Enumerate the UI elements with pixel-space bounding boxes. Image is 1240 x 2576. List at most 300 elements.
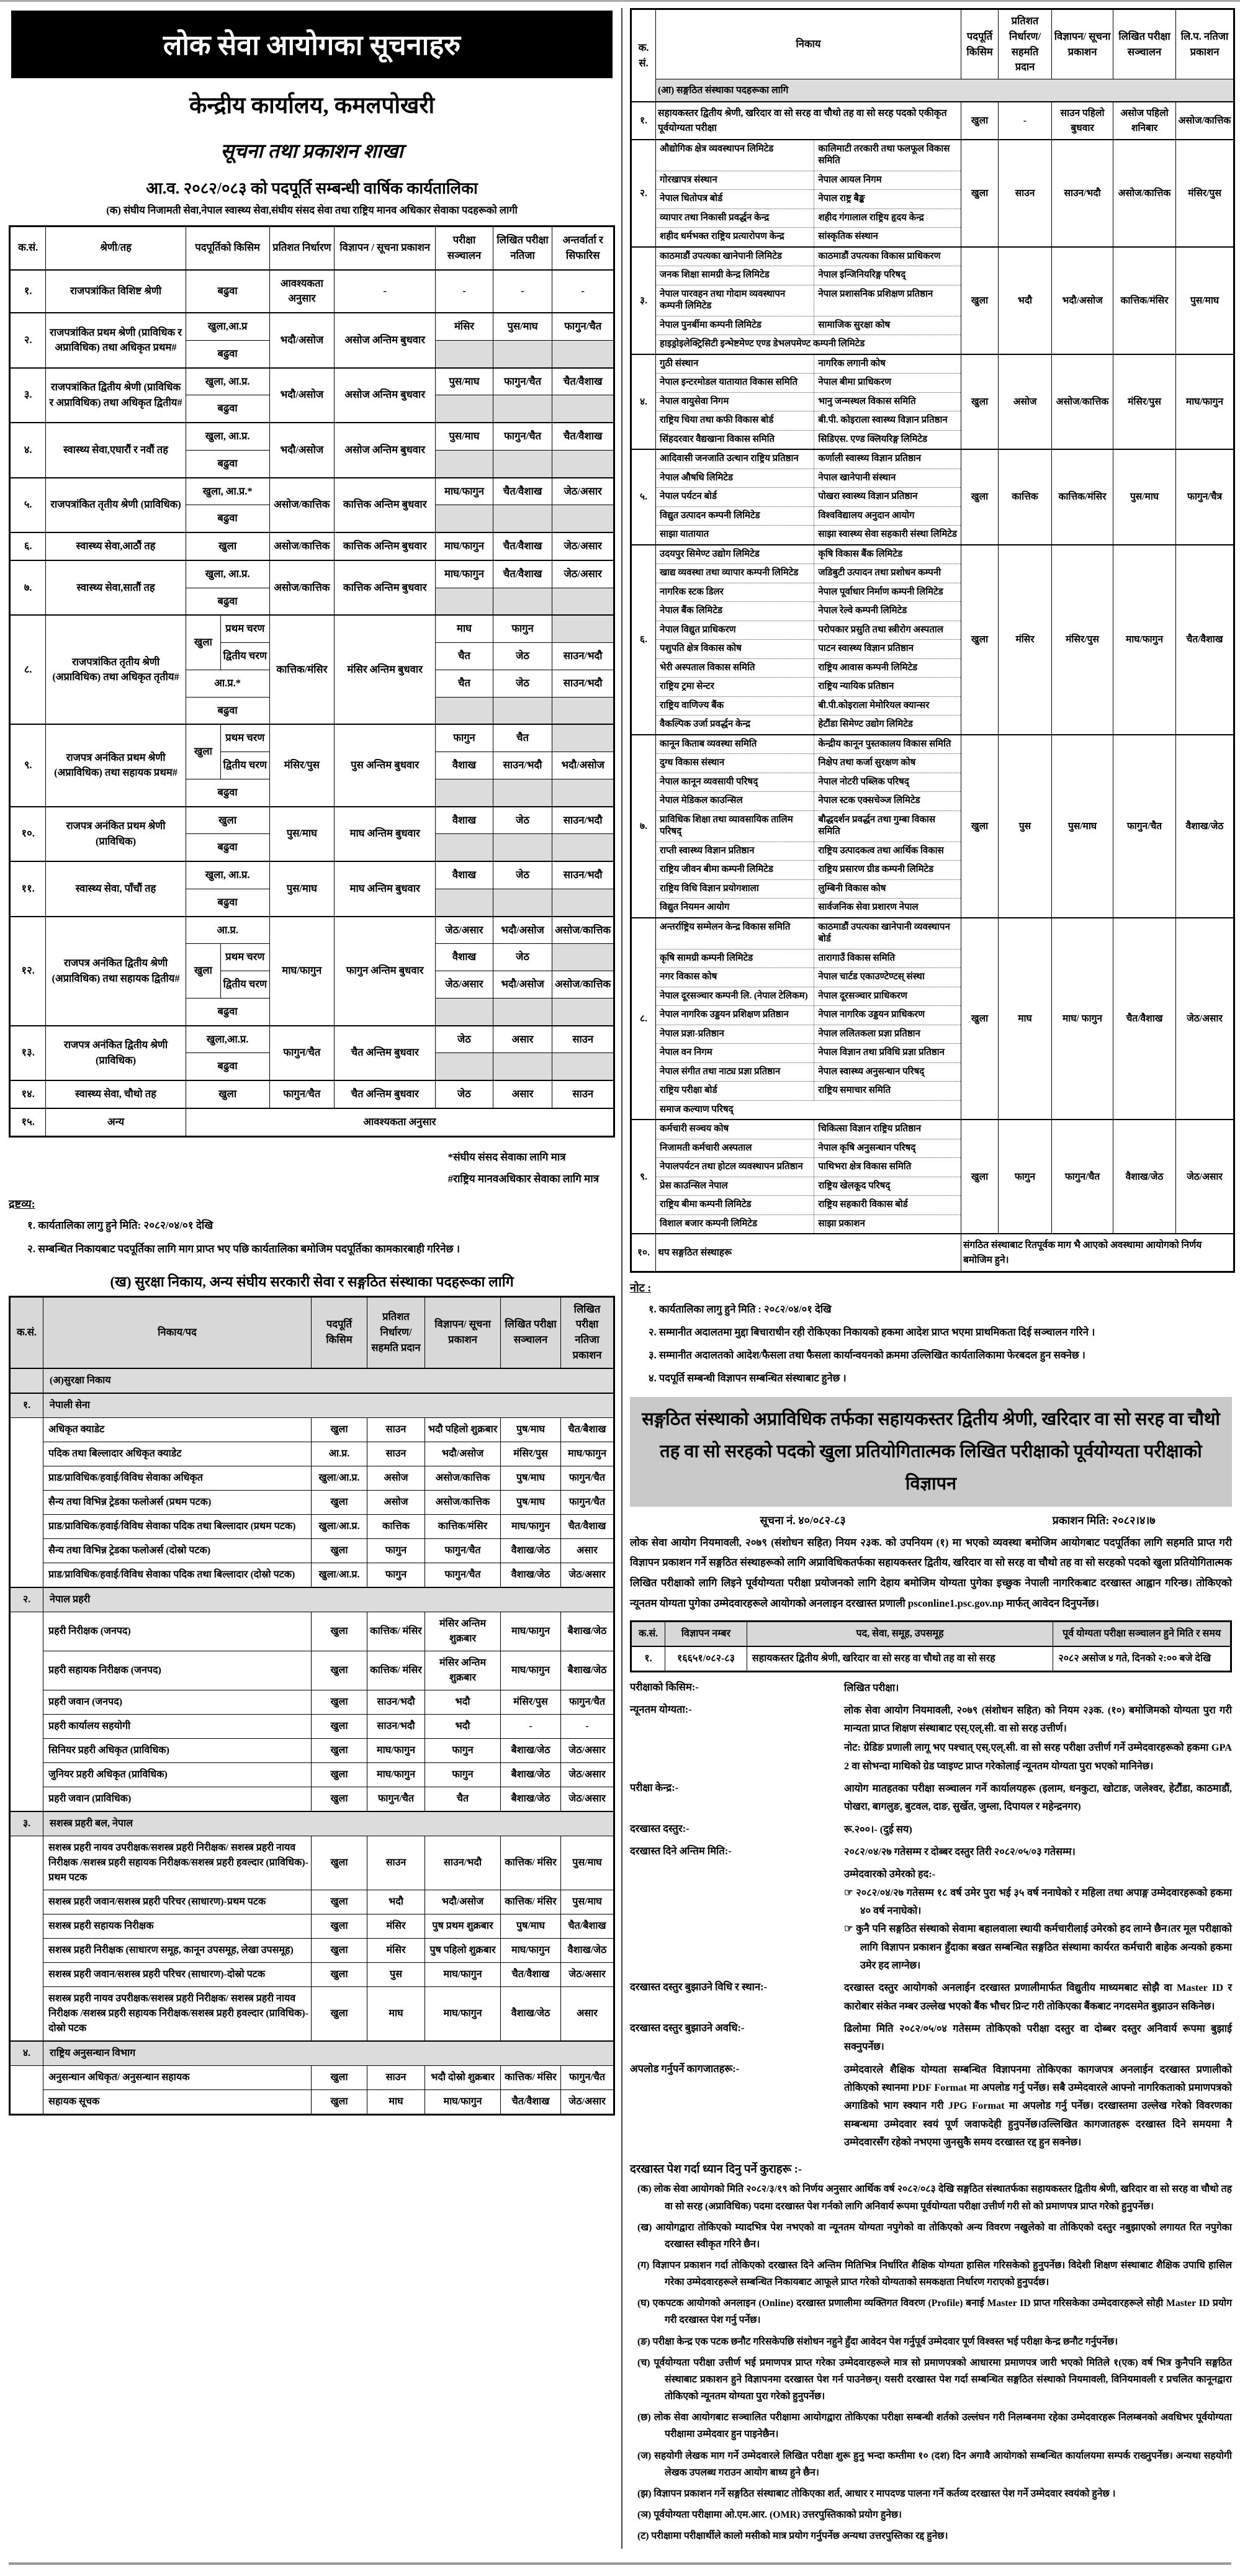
cell <box>656 545 961 735</box>
cell: फागुन/चैत <box>561 1466 614 1490</box>
cell: असोज/कात्तिक <box>269 532 335 560</box>
cell: चैत <box>436 643 493 670</box>
org-name: विद्युत नियमन आयोग <box>656 899 814 917</box>
org-pair-row <box>656 1063 961 1082</box>
cell: भदौ दोस्रो शुक्रबार <box>425 2065 501 2089</box>
cell: पुस/माघ <box>436 423 493 450</box>
cell: अन्य <box>46 1108 186 1136</box>
org-pair-row <box>656 899 961 917</box>
cell: पुस <box>999 735 1052 918</box>
org-name: पोखरा स्वास्थ्य विज्ञान प्रतिष्ठान <box>818 491 918 502</box>
cell: खुला <box>312 1490 367 1514</box>
cell: खुला <box>186 807 269 834</box>
org-pair-row <box>656 1120 961 1139</box>
cell <box>552 340 614 367</box>
org-name: नेपाल पुनर्बीमा कम्पनी लिमिटेड <box>656 316 814 335</box>
cell: नेपाल प्रहरी <box>43 1587 614 1612</box>
detail-label: दरखास्त दिने अन्तिम मिति:- <box>630 1845 732 1857</box>
cell: १२. <box>10 917 46 1026</box>
cell: खुला <box>312 2065 367 2089</box>
header-cell: क.सं. <box>631 1621 665 1646</box>
cell: कात्तिक/ मंसिर <box>501 1836 561 1890</box>
cell: जेठ/असार <box>552 478 614 505</box>
cell: फागुन अन्तिम बुधवार <box>335 917 436 1026</box>
cell: मंसिर <box>436 313 493 340</box>
list-item: (ङ) परीक्षा केन्द्र एक पटक छनौट गरिसकेपछि संशोधन नहुने हुँदा आवेदन पेश गर्नुपूर्व उम्मेदवार पूर्ण विश्वस्त भई परीक्षा केन्द्र छनौट गर्नुपर्नेछ। <box>637 2336 1118 2347</box>
cell <box>10 1612 43 1811</box>
cell: फागुन <box>493 615 552 642</box>
cell: माघ <box>999 918 1052 1120</box>
cell: माघ/फागुन <box>501 1612 561 1651</box>
cell: कात्तिक/मंसिर <box>269 615 335 724</box>
cell: १. <box>10 270 46 313</box>
cell: असोज/कात्तिक <box>425 1466 501 1490</box>
cell: - <box>999 102 1052 140</box>
detail-row <box>630 1779 1232 1816</box>
org-pair-row <box>656 316 961 336</box>
cell: चैत/वैशाख <box>1113 918 1176 1120</box>
cell: द्वितीय चरण <box>221 643 269 670</box>
cell <box>436 1053 493 1080</box>
org-name: नेपाल ललितकला प्रज्ञा प्रतिष्ठान <box>818 1028 920 1039</box>
cell: माघ अन्तिम बुधवार <box>335 861 436 917</box>
notice-number: सूचना नं. ४०/०८२-८३ <box>760 1514 846 1527</box>
intro-text: लोक सेवा आयोग नियमावली, २०७९ (संशोधन सहित) नियम २३क. को उपनियम (१) मा भएको व्यवस्था बमोजिम आयोगबाट पदपूर्तिका लागि सहमति प्राप्त गरी विज्ञापन प्रकाशन गर्ने सङ्गठित संस्थाहरूको लागि अप्राविधिकतर्फका सहायकस्तर द्वितीय, खरिदार वा सो सरह वा चौथो तह वा सो सरहको पदको खुला प्रतियोगितात्मक लिखित परीक्षाको लागि लिइने पूर्वयोग्यता परीक्षा प्रयोजनको लागि देहाय बमोजिम योग्यता पुगेका इच्छुक नेपाली नागरिकबाट दरखास्त आह्वान गरिन्छ। तोकिएको न्यूनतम योग्यता पुगेका उम्मेदवारहरूले आयोगको अनलाइन दरखास्त प्रणाली <box>630 1536 1232 1609</box>
org-pair-row <box>656 918 961 949</box>
cell: ३. <box>10 368 46 423</box>
org-name: पाटन स्वास्थ्य विज्ञान प्रतिष्ठान <box>818 644 914 654</box>
cell <box>436 697 493 724</box>
org-pair-row <box>656 659 961 678</box>
cell: कात्तिक/ मंसिर <box>501 1890 561 1914</box>
cell: खुला <box>961 918 999 1120</box>
cell: असोज <box>367 1490 425 1514</box>
cell: फागुन/चैत <box>1113 735 1176 918</box>
cell: बढुवा <box>186 697 269 724</box>
cell: साउन <box>367 2065 425 2089</box>
org-name: भेरी अस्पताल विकास समिति <box>656 659 814 678</box>
cell: जेठ <box>493 643 552 670</box>
org-name: नेपाल धितोपत्र बोर्ड <box>656 190 814 209</box>
cell: पुस/माघ <box>269 807 335 862</box>
org-pair-row <box>656 564 961 583</box>
cell: प्रथम चरण <box>221 615 269 642</box>
cell <box>10 1417 43 1587</box>
org-name: जडिबुटी उत्पादन तथा प्रशोधन कम्पनी <box>818 568 941 578</box>
header-cell: निकाय <box>656 9 961 79</box>
org-pair-row <box>656 1196 961 1215</box>
cell: राजपत्रांकित तृतीय श्रेणी (अप्राविधिक) तथा अधिकृत तृतीय# <box>46 615 186 724</box>
detail-row <box>630 1865 1232 1974</box>
header-cell: पद, सेवा, समूह, उपसमूह <box>747 1621 1053 1646</box>
cell: चैत <box>436 670 493 697</box>
section-a-title: (क) संघीय निजामती सेवा,नेपाल स्वास्थ्य सेवा,संघीय संसद सेवा तथा राष्ट्रिय मानव अधिकार सेवाका पदहरूको लागी <box>106 204 518 216</box>
section-b-title: (ख) सुरक्षा निकाय, अन्य संघीय सरकारी सेवा र सङ्गठित संस्थाका पदहरूका लागि <box>110 1273 514 1290</box>
list-item: (ख) आयोगद्वारा तोकिएको म्यादभित्र पेश नभएको वा न्यूनतम योग्यता नपुगेको वा तोकिएको अन्य विवरण नखुलेको वा तोकिएको दस्तुर नबुझाएको लगायत रित नपुगेका दरखास्त स्वीकृत गरिने छैन। <box>637 2222 1232 2250</box>
cell: ८. <box>10 615 46 724</box>
cell: जेठ/असार <box>552 532 614 560</box>
cell: मंसिर/पुस <box>269 724 335 806</box>
cell: खुला <box>312 1417 367 1442</box>
cell: चैत/वैशाख <box>552 423 614 450</box>
cell: बढुवा <box>186 889 269 916</box>
org-pair-row <box>656 602 961 621</box>
footnote-human-rights: #राष्ट्रिय मानवअधिकार सेवाका लागि मात्र <box>447 1173 599 1185</box>
list-item: (छ) लोक सेवा आयोगबाट सञ्चालित परीक्षामा आयोगद्वारा तोकिएका परीक्षा सम्बन्धी शर्तको उल्लंघन गरी निलम्बनमा रहेका उम्मेदवारहरू निलम्बनको अवधिभर पूर्वयोग्यता परीक्षामा उम्मेदवार हुन पाइनेछैन। <box>637 2412 1232 2440</box>
cell: असोज/कात्तिक <box>1052 354 1113 450</box>
cell: ११. <box>10 861 46 917</box>
detail-row <box>630 1978 1232 2015</box>
cell: २. <box>631 140 656 247</box>
detail-label: दरखास्त दस्तुर बुझाउने अवधि:- <box>630 2022 745 2034</box>
org-pair-row <box>656 335 961 354</box>
cell: फागुन <box>425 1762 501 1787</box>
org-name: कानून किताब व्यवस्था समिति <box>656 735 814 754</box>
cell: पुस/माघ <box>561 1836 614 1890</box>
cell: पुस अन्तिम बुधवार <box>335 724 436 806</box>
remarks-block <box>9 1196 615 1259</box>
cell <box>552 889 614 916</box>
cell <box>656 354 961 450</box>
detail-value <box>844 1779 1232 1816</box>
org-name: व्यापार तथा निकासी प्रवर्द्धन केन्द्र <box>656 209 814 228</box>
cell <box>656 735 961 918</box>
org-pair-row <box>656 678 961 697</box>
cell: प्रथम चरण <box>221 724 269 752</box>
list-item: (च) पूर्वयोग्यता परीक्षा उत्तीर्ण भई प्रमाणपत्र प्राप्त गरेका उम्मेदवारहरूले मात्र सो प्रमाणपत्रको आधारमा प्रमाणपत्र जारी भएको मितिले १(एक) वर्ष भित्र कुनैपनि सङ्गठित संस्थाबाट प्रकाशन हुने विज्ञापनमा दरखास्त पेश गर्न पाउनेछन्। यसरी दरखास्त पेश गर्दा सम्बन्धित सङ्गठित संस्थाको नियमावली, विनियमावली र प्रचलित कानूनद्वारा तोकिएको न्यूनतम योग्यता पुरा गरेको हुनुपर्नेछ। <box>637 2357 1232 2402</box>
advertisement-banner: सङ्गठित संस्थाको अप्राविधिक तर्फका सहायकस्तर द्वितीय श्रेणी, खरिदार वा सो सरह वा चौथो तह वा सो सरहको पदको खुला प्रतियोगितात्मक लिखित परीक्षाको पूर्वयोग्यता परीक्षाको विज्ञापन <box>630 1397 1232 1507</box>
cell: भदौ <box>425 1690 501 1714</box>
advertisement-table <box>630 1620 1232 1672</box>
cell: प्रहरी जवान (जनपद) <box>43 1690 312 1714</box>
cell: असोज/कात्तिक <box>269 560 335 616</box>
org-pair-row <box>656 140 961 171</box>
detail-row <box>630 1820 1232 1838</box>
cell: जेठ <box>493 944 552 971</box>
cell: कात्तिक <box>999 449 1052 545</box>
cell: कात्तिक/ मंसिर <box>501 2065 561 2089</box>
list-item: (क) लोक सेवा आयोगको मिति २०८२/३/१९ को निर्णय अनुसार आर्थिक वर्ष २०८२/०८३ देखि सङ्गठित संस्थातर्फका सहायकस्तर द्वितीय श्रेणी, खरिदार वा सो सरह वा चौथो तह वा सो सरह (अप्राविधिक) पदमा दरखास्त पेश गर्नको लागि अनिवार्य रूपमा पूर्वयोग्यता परीक्षा उत्तीर्ण गरी सो को प्रमाणपत्र प्राप्त गरेको हुनुपर्नेछ। <box>637 2184 1232 2212</box>
cell: वैशाख/जेठ <box>501 1538 561 1563</box>
cell: प्रहरी सहायक निरीक्षक (जनपद) <box>43 1651 312 1690</box>
org-pair-row <box>656 545 961 565</box>
cell: फागुन/चैत्र <box>1176 449 1234 545</box>
cell: जेठ <box>493 670 552 697</box>
exam-details <box>630 1679 1232 2152</box>
org-name: राष्ट्रिय उत्पादकत्व तथा आर्थिक विकास <box>818 845 944 856</box>
org-pair-row <box>656 1044 961 1063</box>
cell: फागुन/चैत <box>552 313 614 340</box>
cell: कात्तिक/ मंसिर <box>367 1651 425 1690</box>
cell: - <box>493 270 552 313</box>
schedule-table-civil-service <box>9 225 615 1138</box>
org-name: बौद्धदर्शन प्रवर्द्धन तथा गुम्बा विकास समिति <box>818 814 935 837</box>
cell: वैशाख <box>436 861 493 889</box>
col-result: लिखित परीक्षा नतिजा <box>493 227 552 270</box>
cell: भदौ <box>999 247 1052 354</box>
cell: पुष/माघ <box>501 1490 561 1514</box>
cell <box>552 588 614 615</box>
cell: सैन्य तथा विभिन्न ट्रेडका फलोअर्स (दोस्रो पटक) <box>43 1538 312 1563</box>
org-pair-row <box>656 190 961 209</box>
org-name: नेपाल नागरिक उड्डयन प्राधिकरण <box>818 1010 925 1020</box>
org-name: कर्णाली स्वास्थ्य विज्ञान प्रतिष्ठान <box>818 454 922 464</box>
org-name: राष्ट्रिय ट्रमा सेन्टर <box>656 678 814 696</box>
cell: कात्तिक/मंसिर <box>425 1514 501 1538</box>
cell: सहायकस्तर द्वितीय श्रेणी, खरिदार वा सो सरह वा चौथो तह वा सो सरह <box>747 1646 1053 1672</box>
org-name: प्रेस काउन्सिल नेपाल <box>656 1177 814 1196</box>
cell: फागुन/चैत <box>561 2065 614 2089</box>
cell: जेठ/असार <box>436 917 493 944</box>
org-name: राष्ट्रिय परीक्षा बोर्ड <box>656 1082 814 1100</box>
org-name: नेपाल रेल्वे कम्पनी लिमिटेड <box>818 606 907 616</box>
cell <box>436 779 493 806</box>
cell: ९. <box>10 724 46 806</box>
branch-name: सूचना तथा प्रकाशन शाखा <box>220 140 403 162</box>
org-name: गोरखापत्र संस्थान <box>656 171 814 190</box>
cell: पुस/माघ <box>269 861 335 917</box>
cell: पुस/माघ <box>561 1890 614 1914</box>
cell: पुस/माघ <box>1052 735 1113 918</box>
cell <box>493 697 552 724</box>
cell <box>10 1836 43 2041</box>
detail-value <box>844 2019 1232 2056</box>
org-name: गुठी संस्थान <box>656 355 814 374</box>
cell <box>552 998 614 1025</box>
detail-value <box>844 1842 1232 1860</box>
cell: ९. <box>631 1120 656 1234</box>
cell: आवश्यकता अनुसार <box>186 1108 614 1136</box>
cell: सशस्त्र प्रहरी जवान/सशस्त्र प्रहरी परिचर (साधारण)-प्रथम पटक <box>43 1890 312 1914</box>
cell <box>552 834 614 861</box>
cell: (अ)सुरक्षा निकाय <box>43 1368 614 1393</box>
org-name: तारागाउँ विकास समिति <box>818 953 896 963</box>
cell: बढुवा <box>186 834 269 861</box>
org-name: राष्ट्रिय खेलकूद परिषद् <box>818 1180 891 1191</box>
cell: वैशाख/जेठ <box>501 1986 561 2041</box>
note-block <box>630 1280 1232 1387</box>
cell: फागुन <box>367 1538 425 1563</box>
cell: बढुवा <box>186 270 269 313</box>
detail-value <box>844 1679 1232 1697</box>
cell: फागुन/चैत <box>561 1490 614 1514</box>
cell: खुला <box>312 1738 367 1762</box>
org-pair-row <box>656 735 961 755</box>
org-name: समाज कल्याण परिषद् <box>660 1104 734 1115</box>
org-pair-row <box>656 880 961 899</box>
cell: खुला <box>961 545 999 735</box>
cell: १६६५१/०८२-८३ <box>665 1646 747 1672</box>
cell: असोज/कात्तिक <box>552 917 614 944</box>
detail-row <box>630 1679 1232 1697</box>
cell: चैत/वैशाख <box>493 560 552 588</box>
cell: ४. <box>10 2041 43 2066</box>
list-item: २. सम्मानीत अदालतमा मुद्दा बिचाराधीन रही रोकिएका निकायको हकमा आदेश प्राप्त भएमा प्राथमिकता दिई सञ्चालन गरिने । <box>649 1326 1095 1338</box>
org-name: नेपाल संगीत तथा नाट्य प्रज्ञा प्रतिष्ठान <box>656 1063 814 1082</box>
bottom-rule <box>9 2562 1231 2565</box>
cell: ७. <box>631 735 656 918</box>
org-pair-list <box>656 545 961 734</box>
org-name: प्राविधिक शिक्षा तथा व्यावसायिक तालिम परिषद् <box>656 811 814 841</box>
cell: ३. <box>631 247 656 354</box>
cell: ६. <box>10 532 46 560</box>
cell: सशस्त्र प्रहरी निरीक्षक (साधारण समूह, कानून उपसमूह, लेखा उपसमूह) <box>43 1938 312 1962</box>
cell: असोज अन्तिम बुधवार <box>335 368 436 423</box>
org-name: काठमाडौं उपत्यका खानेपानी लिमिटेड <box>656 248 814 266</box>
list-item: (ज) सहयोगी लेखक माग गर्ने उम्मेदवारले लिखित परीक्षा शुरू हुनु भन्दा कम्तीमा १० (दश) दिन अगावै आयोगको सम्बन्धित कार्यालयमा सम्पर्क राख्नुपर्नेछ। अन्यथा सहयोगी लेखक उपलब्ध गराउन आयोग बाध्य हुने छैन। <box>637 2450 1232 2478</box>
list-item: ४. पदपूर्ति सम्बन्धी विज्ञापन सम्बन्धित संस्थाबाट हुनेछ । <box>649 1371 847 1384</box>
cell: साउन/भदौ <box>367 1714 425 1738</box>
org-pair-list <box>656 450 961 544</box>
col-kind: पदपूर्तिको किसिम <box>186 227 269 270</box>
cell: खुला, आ.प्र. <box>186 861 269 889</box>
cell: - <box>501 1714 561 1738</box>
org-name: नेपाल औषधि लिमिटेड <box>656 469 814 488</box>
org-pair-row <box>656 811 961 842</box>
cell: खुला/आ.प्र. <box>312 1563 367 1587</box>
detail-value <box>844 2060 1232 2152</box>
cell: प्रहरी निरीक्षक (जनपद) <box>43 1612 312 1651</box>
cell: पुष प्रथम शुक्रबार <box>425 1914 501 1938</box>
detail-part: आयोग मातहतका परीक्षा सञ्चालन गर्ने कार्यालयहरू (इलाम, धनकुटा, खोटाङ, जलेश्वर, हेटौंडा, काठमाडौं, पोखरा, बागलुङ, बुटवल, दाङ, सुर्खेत, जुम्ला, दिपायल र महेन्द्रनगर) <box>844 1782 1232 1813</box>
org-name: राप्ती स्वास्थ्य विज्ञान प्रतिष्ठान <box>656 842 814 861</box>
cell: खुला <box>312 1762 367 1787</box>
cell: सिनियर प्रहरी अधिकृत (प्राविधिक) <box>43 1738 312 1762</box>
org-pair-row <box>656 248 961 267</box>
header-cell: निकाय/पद <box>43 1296 312 1368</box>
detail-part: लोक सेवा आयोग नियमावली, २०७९ (संशोधन सहित) को नियम २३क. (१०) बमोजिमको योग्यता पुरा गरी मान्यता प्राप्त शिक्षण संस्थाबाट एस्.एल्.सी. वा सो सरह उत्तीर्ण। <box>844 1703 1232 1735</box>
header-cell: प्रतिशत निर्धारण/ सहमति प्रदान <box>999 9 1052 79</box>
org-pair-row <box>656 469 961 488</box>
cell: असोज पहिलो शनिबार <box>1113 102 1176 140</box>
cell: आ.प्र. <box>186 917 269 944</box>
cell: ५. <box>10 478 46 533</box>
cell <box>493 450 552 477</box>
header-cell: क.सं. <box>10 1296 43 1368</box>
cell: खुला <box>186 1080 269 1108</box>
list-item: १. कार्यतालिका लागु हुने मिति : २०८२/०४/०१ देखि <box>649 1303 832 1315</box>
cell: खुला, आ.प्र. <box>186 560 269 588</box>
detail-part: ☞ कुनै पनि सङ्गठित संस्थाको सेवामा बहालवाला स्थायी कर्मचारीलाई उमेरको हद लाग्ने छैन।तर मूल परीक्षाको लागि विज्ञापन प्रकाशन हुँदाका बखत सम्बन्धित सङ्गठित संस्थामा कार्यरत कर्मचारी बाहेक अन्यको हकमा उमेर हद लाग्नेछ। <box>844 1923 1232 1972</box>
org-name: नेपाल पारवहन तथा गोदाम व्यवस्थापन कम्पनी लिमिटेड <box>656 285 814 316</box>
header-cell: विज्ञापन/ सूचना प्रकाशन <box>1052 9 1113 79</box>
org-name: राष्ट्रिय समाचार समिति <box>818 1085 891 1096</box>
cell: फागुन <box>436 724 493 752</box>
org-name: विशाल बजार कम्पनी लिमिटेड <box>656 1215 814 1234</box>
cell: माघ/फागुन <box>501 1938 561 1962</box>
cell: - <box>552 270 614 313</box>
org-name: शहीद गंगालाल राष्ट्रिय हृदय केन्द्र <box>818 212 924 223</box>
org-name: नेपाल स्वास्थ्य अनुसन्धान परिषद् <box>818 1066 925 1077</box>
org-pair-row <box>656 507 961 526</box>
cell: खुला <box>312 1986 367 2041</box>
col-interview: अन्तर्वार्ता र सिफारिस <box>552 227 614 270</box>
cell: चैत <box>493 724 552 752</box>
org-name: केन्द्रीय कानून पुस्तकालय विकास समिति <box>818 738 951 749</box>
cell: जेठ <box>493 807 552 834</box>
org-name: कालिमाटी तरकारी तथा फलफूल विकास समिति <box>818 143 950 166</box>
cell: खुला <box>312 1787 367 1811</box>
cell: राजपत्रांकित तृतीय श्रेणी (प्राविधिक) <box>46 478 186 533</box>
detail-row <box>630 2060 1232 2152</box>
cell: मंसिर अन्तिम शुक्रबार <box>425 1612 501 1651</box>
org-pair-row <box>656 716 961 734</box>
cell: राजपत्रांकित प्रथम श्रेणी (प्राविधिक र अप्राविधिक) तथा अधिकृत प्रथम# <box>46 313 186 368</box>
cell: कात्तिक अन्तिम बुधवार <box>335 532 436 560</box>
org-name: पशुपति क्षेत्र विकास कोष <box>656 640 814 658</box>
detail-part: नोट: ग्रेडिङ प्रणाली लागू भए पश्चात् एस्.एल्.सी. वा सो सरह परीक्षा उत्तीर्ण गर्ने उम्मेदवारहरूको हकमा GPA 2 वा सोभन्दा माथिको ग्रेड प्वाइण्ट प्राप्त गरेकोलाई न्यूनतम योग्यता पुरा भएको मानिनेछ। <box>844 1741 1232 1772</box>
cell: जेठ/असार <box>1176 1120 1234 1234</box>
cell <box>436 395 493 423</box>
cell: पुष/माघ <box>501 1914 561 1938</box>
org-name: नेपाल राष्ट्र बैङ्क <box>818 194 865 204</box>
cell: भदौ पहिलो शुक्रबार <box>425 1417 501 1442</box>
cell: माघ अन्तिम बुधवार <box>335 807 436 862</box>
cell: माघ/फागुन <box>561 1442 614 1466</box>
org-pair-row <box>656 393 961 412</box>
cell: स्वास्थ्य सेवा,एघारौं र नवौं तह <box>46 423 186 478</box>
cell: फागुन/चैत <box>269 1080 335 1108</box>
org-name: दुग्ध विकास संस्थान <box>656 754 814 773</box>
cell: मंसिर/पुस <box>501 1690 561 1714</box>
cell: ६. <box>631 545 656 735</box>
org-pair-row <box>656 949 961 969</box>
cell <box>552 395 614 423</box>
cell: माघ/फागुन <box>425 1962 501 1986</box>
attention-list <box>630 2181 1232 2544</box>
cell: भदौ <box>367 1890 425 1914</box>
cell: साउन/भदौ <box>425 1836 501 1890</box>
cell: प्राड/प्राविधिक/हवाई/विविध सेवाका अधिकृत <box>43 1466 312 1490</box>
detail-label: परीक्षा केन्द्र:- <box>630 1782 679 1794</box>
cell: जेठ/असार <box>552 560 614 588</box>
cell: साउन <box>367 1836 425 1890</box>
org-name: कृषि विकास बैंक लिमिटेड <box>818 549 902 559</box>
cell <box>493 834 552 861</box>
detail-part: लिखित परीक्षा। <box>844 1681 899 1694</box>
org-pair-row <box>656 411 961 431</box>
cell: भदौ/असोज <box>269 368 335 423</box>
org-name: नेपाल आयल निगम <box>818 174 882 185</box>
cell: चैत/वैशाख <box>501 2089 561 2114</box>
publication-date: प्रकाशन मिति: २०८२।४।७ <box>1052 1514 1156 1527</box>
attention-title: दरखास्त पेश गर्दा ध्यान दिनु पर्ने कुराहरू :- <box>630 2163 802 2176</box>
detail-part: उम्मेदवारको उमेरको हद:- <box>844 1868 936 1880</box>
cell: १. <box>631 102 656 140</box>
cell: मंसिर <box>367 1914 425 1938</box>
cell: साउन <box>552 1026 614 1053</box>
cell: मंसिर/पुस <box>1113 354 1176 450</box>
org-pair-row <box>656 209 961 228</box>
header-cell: लिखित परीक्षा सञ्चालन <box>1113 9 1176 79</box>
org-name: सिंहदरवार वैद्यखाना विकास समिति <box>656 431 814 449</box>
cell <box>656 918 961 1120</box>
cell: असोज/कात्तिक <box>269 478 335 533</box>
cell: फागुन <box>425 1738 501 1762</box>
cell: राजपत्र अनंकित द्वितीय श्रेणी (अप्राविधिक) तथा सहायक द्वितीय# <box>46 917 186 1026</box>
org-name: नागरिक लगानी कोष <box>818 358 886 369</box>
cell: जेठ <box>436 1080 493 1108</box>
cell: खुला <box>961 247 999 354</box>
cell: पुस/माघ <box>1176 247 1234 354</box>
org-name: नेपाल प्रज्ञा-प्रतिष्ठान <box>656 1025 814 1044</box>
org-pair-row <box>656 861 961 880</box>
detail-row <box>630 1701 1232 1775</box>
org-pair-row <box>656 621 961 640</box>
org-name: राष्ट्रिय चिया तथा कफी विकास बोर्ड <box>656 411 814 430</box>
org-pair-row <box>656 792 961 811</box>
org-name: राष्ट्रिय सहकारी विकास बोर्ड <box>818 1200 908 1210</box>
